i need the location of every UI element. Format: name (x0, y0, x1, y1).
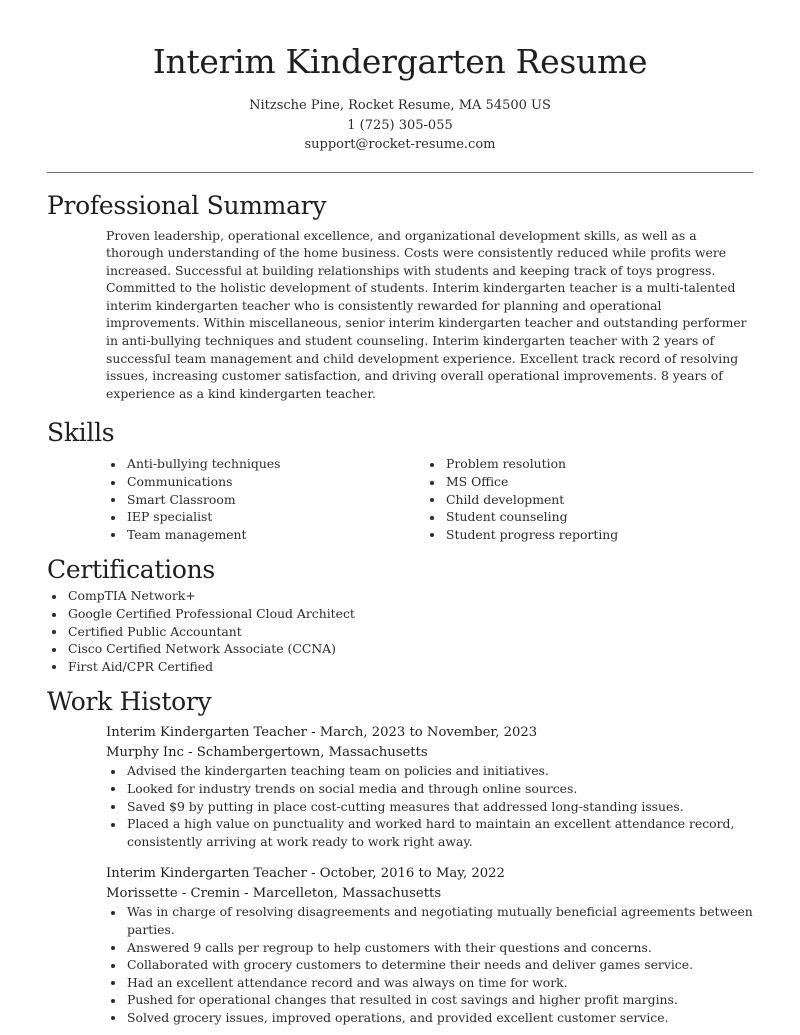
skill-item: MS Office (425, 473, 744, 491)
skills-list-right (425, 455, 744, 543)
job-duty-item: Answered 9 calls per regroup to help customers with their questions and concerns. (106, 939, 753, 957)
professional-summary-section (47, 189, 753, 403)
certification-item: Google Certified Professional Cloud Architect (47, 605, 753, 623)
contact-email: support@rocket-resume.com (304, 137, 496, 152)
certifications-section (47, 553, 753, 675)
section-heading-skills: Skills (47, 418, 115, 448)
contact-info (0, 96, 800, 155)
certification-item: CompTIA Network+ (47, 587, 753, 605)
certification-item: First Aid/CPR Certified (47, 658, 753, 676)
work-history-section (47, 685, 753, 1026)
section-heading-work-history: Work History (47, 687, 212, 717)
skill-item: Problem resolution (425, 455, 744, 473)
job-duties-list (106, 762, 753, 850)
certification-item: Certified Public Accountant (47, 623, 753, 641)
job-duty-item: Advised the kindergarten teaching team on policies and initiatives. (106, 762, 753, 780)
job-duty-item: Saved $9 by putting in place cost-cutting measures that addressed long-standing issues. (106, 798, 753, 816)
resume-title: Interim Kindergarten Resume (152, 42, 648, 81)
resume-header (0, 0, 800, 155)
summary-text: Proven leadership, operational excellence, and organizational development skills, as well as a thorough understanding of the home business. Costs were consistently reduced while profits were increased. Successful at building relationships with students and keeping track of toys progress. Committed to the holistic development of students. Interim kindergarten teacher is a multi-talented interim kindergarten teacher who is consistently rewarded for planning and operational improvements. Within miscellaneous, senior interim kindergarten teacher and outstanding performer in anti-bullying techniques and student counseling. Interim kindergarten teacher with 2 years of successful team management and child development experience. Excellent track record of resolving issues, increasing customer satisfaction, and driving overall operational improvements. 8 years of experience as a kind kindergarten teacher. (106, 227, 747, 401)
job-title-dates: Interim Kindergarten Teacher - October, 2016 to May, 2022 (106, 866, 505, 882)
job-duty-item: Had an excellent attendance record and was always on time for work. (106, 974, 753, 992)
contact-address: Nitzsche Pine, Rocket Resume, MA 54500 US (249, 98, 551, 113)
certifications-list (47, 587, 753, 675)
job-company-location: Morissette - Cremin - Marcelleton, Massachusetts (106, 885, 442, 901)
skill-item: Student progress reporting (425, 526, 744, 544)
job-duty-item: Solved grocery issues, improved operations, and provided excellent customer service. (106, 1009, 753, 1027)
job-entry (106, 723, 753, 850)
job-duty-item: Placed a high value on punctuality and worked hard to maintain an excellent attendance record, consistently arriving at work ready to work right away. (106, 815, 753, 850)
job-duty-item: Collaborated with grocery customers to determine their needs and deliver games service. (106, 956, 753, 974)
skill-item: Child development (425, 491, 744, 509)
job-company-location: Murphy Inc - Schambergertown, Massachusetts (106, 744, 428, 760)
job-duty-item: Looked for industry trends on social media and through online sources. (106, 780, 753, 798)
skill-item: Student counseling (425, 508, 744, 526)
section-heading-summary: Professional Summary (47, 190, 327, 220)
skills-grid (106, 455, 753, 543)
skill-item: Anti-bullying techniques (106, 455, 425, 473)
skill-item: Smart Classroom (106, 491, 425, 509)
skill-item: Communications (106, 473, 425, 491)
section-heading-certifications: Certifications (47, 555, 215, 585)
job-title-dates: Interim Kindergarten Teacher - March, 2023 to November, 2023 (106, 725, 538, 741)
skill-item: Team management (106, 526, 425, 544)
skills-list-left (106, 455, 425, 543)
skill-item: IEP specialist (106, 508, 425, 526)
contact-phone: 1 (725) 305-055 (347, 117, 453, 133)
certification-item: Cisco Certified Network Associate (CCNA) (47, 640, 753, 658)
job-duty-item: Pushed for operational changes that resulted in cost savings and higher profit margins. (106, 991, 753, 1009)
skills-section (47, 416, 753, 543)
job-duties-list (106, 903, 753, 1026)
header-divider (47, 172, 753, 173)
job-entry (106, 864, 753, 1026)
job-duty-item: Was in charge of resolving disagreements and negotiating mutually beneficial agreements between parties. (106, 903, 753, 938)
